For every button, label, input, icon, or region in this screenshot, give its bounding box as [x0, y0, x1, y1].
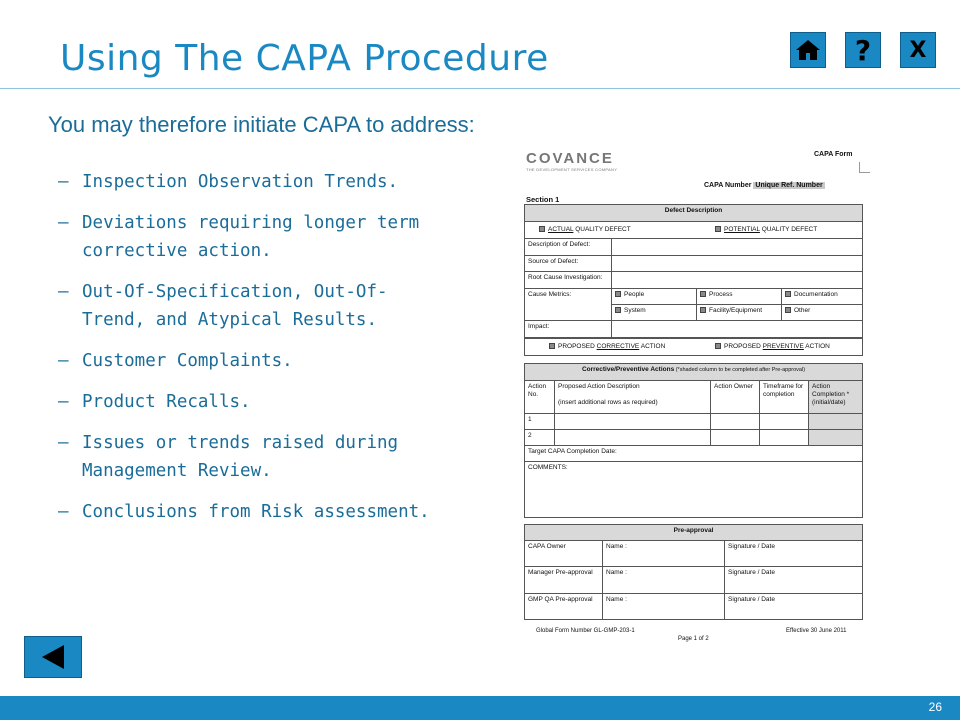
- checkbox-icon: [785, 307, 791, 313]
- checkbox-icon: [700, 307, 706, 313]
- bullet-list: [48, 168, 448, 539]
- form-row-label: Impact:: [524, 320, 612, 338]
- action-cell: [759, 429, 809, 446]
- checkbox-icon: [715, 226, 721, 232]
- action-cell: [710, 413, 760, 430]
- preapproval-role: GMP QA Pre-approval: [524, 593, 603, 620]
- capa-form-image: [514, 140, 874, 646]
- back-button[interactable]: [24, 636, 82, 678]
- action-row-number: 1: [524, 413, 555, 430]
- checkbox-icon: [715, 343, 721, 349]
- name-cell: Name :: [602, 540, 725, 567]
- checkbox-icon: [539, 226, 545, 232]
- footer-bar: [0, 696, 960, 720]
- preapproval-header: Pre-approval: [524, 524, 863, 541]
- checkbox-icon: [549, 343, 555, 349]
- bullet-item: – Out-Of-Specification, Out-Of-Trend, and Atypical Results.: [58, 282, 388, 330]
- checkbox-icon: [785, 291, 791, 297]
- metric-cell: System: [611, 304, 697, 321]
- corner-mark: [859, 162, 870, 173]
- action-cell: [808, 413, 863, 430]
- section-label: Section 1: [526, 195, 560, 204]
- signature-cell: Signature / Date: [724, 540, 863, 567]
- page-number: 26: [928, 700, 942, 714]
- checkbox-icon: [615, 307, 621, 313]
- preapproval-role: CAPA Owner: [524, 540, 603, 567]
- home-button[interactable]: [790, 32, 826, 68]
- actions-header: Corrective/Preventive Actions (*shaded column to be completed after Pre-approval): [524, 363, 863, 381]
- form-title: CAPA Form: [814, 151, 853, 158]
- effective-date: Effective 30 June 2011: [786, 628, 847, 634]
- signature-cell: Signature / Date: [724, 593, 863, 620]
- form-row-value: [611, 320, 863, 338]
- preapproval-role: Manager Pre-approval: [524, 566, 603, 594]
- metric-cell: People: [611, 288, 697, 305]
- back-arrow-icon: [42, 645, 64, 669]
- slide-title: Using The CAPA Procedure: [60, 38, 549, 79]
- bullet-item: – Conclusions from Risk assessment.: [58, 502, 430, 522]
- column-header: Action Completion * (initial/date): [808, 380, 863, 414]
- checkbox-icon: [700, 291, 706, 297]
- bullet-item: – Deviations requiring longer term corrective action.: [58, 213, 420, 261]
- action-cell: [554, 413, 711, 430]
- bullet-item: – Customer Complaints.: [58, 351, 293, 371]
- action-row-number: 2: [524, 429, 555, 446]
- form-row-label: Description of Defect:: [524, 238, 612, 256]
- proposed-action-row: PROPOSED CORRECTIVE ACTION PROPOSED PREVENTIVE ACTION: [524, 338, 863, 356]
- name-cell: Name :: [602, 593, 725, 620]
- bullet-item: – Product Recalls.: [58, 392, 251, 412]
- help-button[interactable]: ?: [845, 32, 881, 68]
- name-cell: Name :: [602, 566, 725, 594]
- covance-logo: COVANCE: [526, 150, 614, 167]
- form-row-label: Root Cause Investigation:: [524, 271, 612, 289]
- action-cell: [759, 413, 809, 430]
- metric-cell: Process: [696, 288, 782, 305]
- column-header: Action No.: [524, 380, 555, 414]
- action-cell: [710, 429, 760, 446]
- capa-number: CAPA Number Unique Ref. Number: [704, 182, 823, 189]
- column-header: Proposed Action Description (insert additional rows as required): [554, 380, 711, 414]
- logo-tagline: THE DEVELOPMENT SERVICES COMPANY: [526, 167, 618, 172]
- metric-cell: Other: [781, 304, 863, 321]
- column-header: Action Owner: [710, 380, 760, 414]
- exit-button[interactable]: X: [900, 32, 936, 68]
- bullet-item: – Issues or trends raised during Management Review.: [58, 433, 399, 481]
- slide-subtitle: You may therefore initiate CAPA to address:: [48, 112, 475, 137]
- form-row-label: Source of Defect:: [524, 255, 612, 272]
- defect-type-row: ACTUAL QUALITY DEFECT POTENTIAL QUALITY DEFECT: [524, 221, 863, 239]
- title-divider: [0, 88, 960, 89]
- metric-cell: Documentation: [781, 288, 863, 305]
- metric-cell: Facility/Equipment: [696, 304, 782, 321]
- form-row-label: Cause Metrics:: [524, 288, 612, 321]
- defect-header: Defect Description: [524, 204, 863, 222]
- target-date-row: Target CAPA Completion Date:: [524, 445, 863, 462]
- action-cell: [808, 429, 863, 446]
- bullet-item: – Inspection Observation Trends.: [58, 172, 399, 192]
- form-row-value: [611, 271, 863, 289]
- column-header: Timeframe for completion: [759, 380, 809, 414]
- checkbox-icon: [615, 291, 621, 297]
- form-row-value: [611, 238, 863, 256]
- form-page-number: Page 1 of 2: [678, 636, 709, 642]
- home-icon: [795, 38, 821, 62]
- form-row-value: [611, 255, 863, 272]
- global-form-number: Global Form Number GL-GMP-203-1: [536, 628, 635, 634]
- signature-cell: Signature / Date: [724, 566, 863, 594]
- comments-box: COMMENTS:: [524, 461, 863, 518]
- action-cell: [554, 429, 711, 446]
